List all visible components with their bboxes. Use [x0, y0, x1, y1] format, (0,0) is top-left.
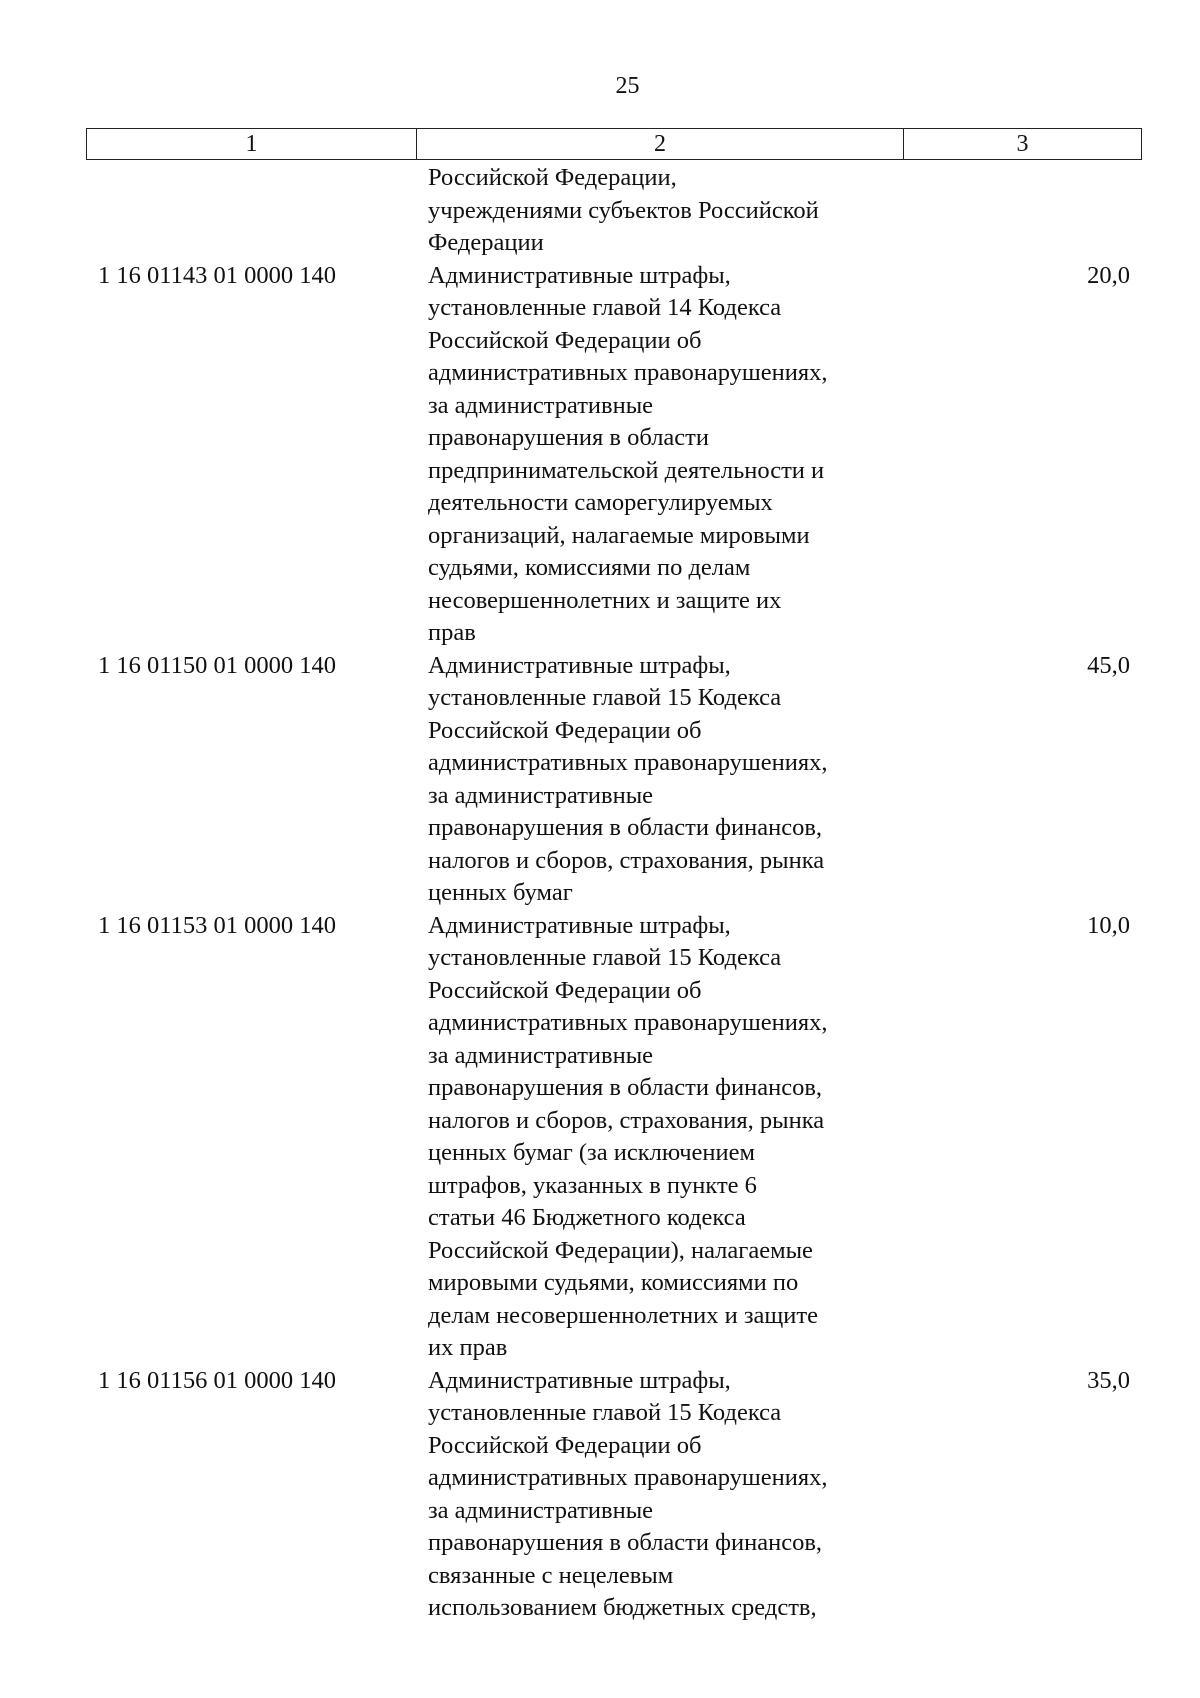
column-header-2: 2 — [417, 129, 904, 159]
budget-code-cell: 1 16 01156 01 0000 140 — [98, 1366, 336, 1394]
amount-cell — [903, 162, 1142, 260]
description-cell: Административные штрафы, установленные главой 15 Кодекса Российской Федерации об административных правонарушениях, за административные правонарушения в области финансов, налогов и сборов, страхования, рынка ценных бумаг (за исключением штрафов, указанных в пункте 6 статьи 46 Бюджетного кодекса Российской Федерации), налагаемые мировыми судьями, комиссиями по делам несовершеннолетних и защите их прав — [428, 911, 828, 1361]
amount-cell: 20,0 — [1087, 261, 1130, 289]
table-row — [86, 162, 1142, 260]
description-cell: Российской Федерации, учреждениями субъектов Российской Федерации — [428, 164, 819, 256]
table-header-row — [86, 128, 1142, 160]
budget-code-cell: 1 16 01150 01 0000 140 — [98, 651, 336, 679]
budget-code-cell: 1 16 01143 01 0000 140 — [98, 261, 336, 289]
table-row — [86, 910, 1142, 1365]
description-cell: Административные штрафы, установленные главой 15 Кодекса Российской Федерации об административных правонарушениях, за административные правонарушения в области финансов, налогов и сборов, страхования, рынка ценных бумаг — [428, 651, 828, 906]
description-cell: Административные штрафы, установленные главой 14 Кодекса Российской Федерации об административных правонарушениях, за административные правонарушения в области предпринимательской деятельности и деятельности саморегулируемых организаций, налагаемые мировыми судьями, комиссиями по делам несовершеннолетних и защите их прав — [428, 261, 828, 646]
budget-code-cell: 1 16 01153 01 0000 140 — [98, 911, 336, 939]
description-cell: Административные штрафы, установленные главой 15 Кодекса Российской Федерации об административных правонарушениях, за административные правонарушения в области финансов, связанные с нецелевым использованием бюджетных средств, — [428, 1366, 828, 1621]
table-row — [86, 260, 1142, 650]
amount-cell: 10,0 — [1087, 911, 1130, 939]
amount-cell: 35,0 — [1087, 1366, 1130, 1394]
column-header-1: 1 — [87, 129, 417, 159]
amount-cell: 45,0 — [1087, 651, 1130, 679]
table-row — [86, 650, 1142, 910]
column-header-3: 3 — [1016, 130, 1029, 157]
budget-code-cell — [86, 162, 416, 260]
table-row — [86, 1365, 1142, 1625]
page-number: 25 — [615, 73, 640, 99]
table-body — [86, 162, 1142, 1625]
